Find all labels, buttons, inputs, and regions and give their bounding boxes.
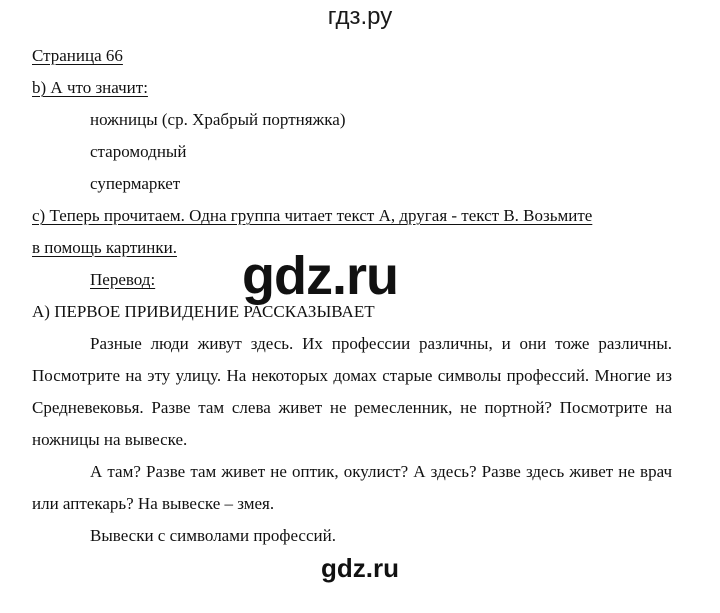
word-item: ножницы (ср. Храбрый портняжка)	[90, 110, 346, 129]
word-item: старомодный	[90, 142, 187, 161]
word-item: супермаркет	[90, 174, 181, 193]
site-footer-logo: gdz.ru	[321, 553, 399, 583]
site-header-logo: гдз.ру	[327, 3, 393, 30]
text-a-title: А) ПЕРВОЕ ПРИВИДЕНИЕ РАССКАЗЫВАЕТ	[32, 302, 375, 321]
paragraph-1: Разные люди живут здесь. Их профессии различны, и они тоже различны. Посмотрите на эту улицу. На некоторых домах старые символы профессий. Многие из Средневековья. Разве там слева живет не ремесленник, не портной? Посмотрите на ножницы на вывеске.	[32, 334, 672, 449]
paragraph-3: Вывески с символами профессий.	[90, 526, 336, 545]
task-c-heading-line1: c) Теперь прочитаем. Одна группа читает текст А, другая - текст В. Возьмите	[32, 206, 593, 225]
translation-label: Перевод:	[90, 270, 156, 289]
task-c-heading-line2: в помощь картинки.	[32, 238, 177, 257]
watermark-logo: gdz.ru	[242, 246, 398, 306]
paragraph-2: А там? Разве там живет не оптик, окулист? А здесь? Разве здесь живет не врач или аптекарь? На вывеске – змея.	[32, 462, 672, 513]
page-label: Страница 66	[32, 46, 123, 65]
task-b-heading: b) А что значит:	[32, 78, 148, 97]
